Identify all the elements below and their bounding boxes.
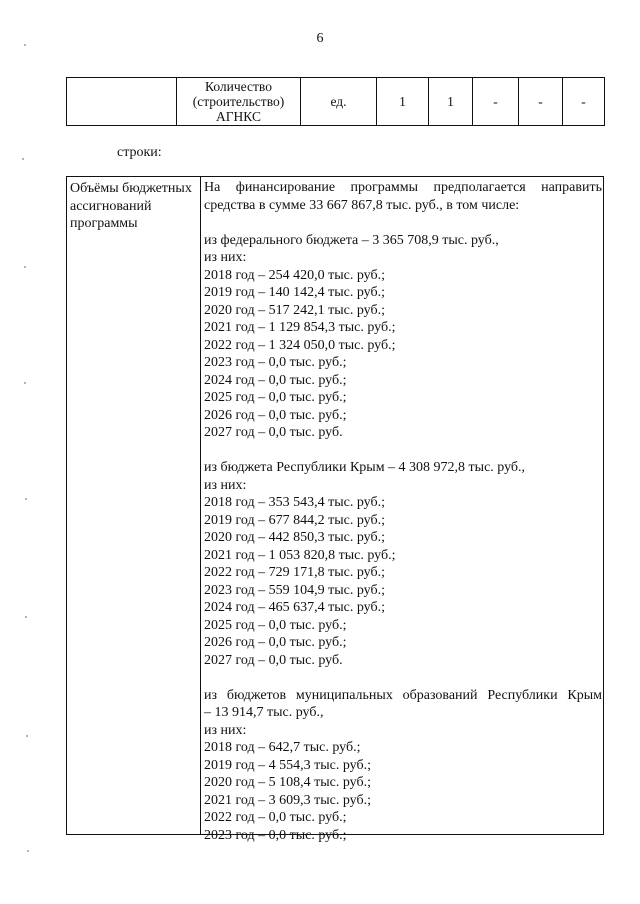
indicator-name-cell <box>177 78 301 126</box>
federal-year-line: 2026 год – 0,0 тыс. руб.; <box>204 407 347 423</box>
federal-heading: из федерального бюджета – 3 365 708,9 тыс. руб., <box>204 232 499 248</box>
page-number: 6 <box>316 31 324 46</box>
municipal-year-line: 2021 год – 3 609,3 тыс. руб.; <box>204 792 371 808</box>
crimea-year-line: 2025 год – 0,0 тыс. руб.; <box>204 617 347 633</box>
budget-label-cell <box>70 180 198 233</box>
value-cell: - <box>519 78 563 126</box>
summary-line: На финансирование программы предполагается направить <box>204 180 602 195</box>
budget-details-cell <box>204 179 602 844</box>
federal-year-line: 2022 год – 1 324 050,0 тыс. руб.; <box>204 337 396 353</box>
scan-speck <box>27 850 29 852</box>
scan-speck <box>24 266 26 268</box>
scan-speck <box>26 735 28 737</box>
crimea-year-line: 2026 год – 0,0 тыс. руб.; <box>204 635 347 650</box>
federal-year-line: 2024 год – 0,0 тыс. руб.; <box>204 372 347 388</box>
column-divider <box>200 177 201 834</box>
indicator-name-line: Количество <box>205 79 272 94</box>
budget-label-line: ассигнований <box>70 198 152 214</box>
intro-text: строки: <box>117 145 162 160</box>
federal-year-line: 2020 год – 517 242,1 тыс. руб.; <box>204 302 385 318</box>
scan-speck <box>24 382 26 384</box>
value-cell: - <box>473 78 519 126</box>
municipal-heading: из бюджетов муниципальных образований Республики Крым <box>204 687 602 703</box>
unit-cell: ед. <box>301 78 377 126</box>
municipal-subheading: из них: <box>204 722 247 738</box>
federal-year-line: 2019 год – 140 142,4 тыс. руб.; <box>204 285 385 300</box>
crimea-subheading: из них: <box>204 477 247 493</box>
value-cell: - <box>563 78 605 126</box>
budget-label-line: программы <box>70 216 138 231</box>
crimea-year-line: 2027 год – 0,0 тыс. руб. <box>204 652 343 668</box>
federal-year-line: 2023 год – 0,0 тыс. руб.; <box>204 355 347 370</box>
federal-subheading: из них: <box>204 250 247 265</box>
indicator-name-line: АГНКС <box>216 109 261 124</box>
scan-speck <box>24 44 26 46</box>
federal-year-line: 2018 год – 254 420,0 тыс. руб.; <box>204 267 385 283</box>
scan-speck <box>22 158 24 160</box>
crimea-year-line: 2024 год – 465 637,4 тыс. руб.; <box>204 600 385 615</box>
municipal-year-line: 2018 год – 642,7 тыс. руб.; <box>204 740 361 755</box>
scan-speck <box>25 616 27 618</box>
budget-table <box>66 176 604 843</box>
crimea-year-line: 2022 год – 729 171,8 тыс. руб.; <box>204 565 385 580</box>
municipal-year-line: 2020 год – 5 108,4 тыс. руб.; <box>204 775 371 790</box>
crimea-year-line: 2020 год – 442 850,3 тыс. руб.; <box>204 530 385 545</box>
spacer <box>204 669 602 687</box>
municipal-year-line: 2022 год – 0,0 тыс. руб.; <box>204 810 347 825</box>
municipal-heading-continued: – 13 914,7 тыс. руб., <box>204 705 324 720</box>
spacer <box>204 214 602 232</box>
indicator-table-row <box>66 77 605 126</box>
scan-speck <box>25 498 27 500</box>
crimea-year-line: 2023 год – 559 104,9 тыс. руб.; <box>204 582 385 598</box>
federal-year-line: 2027 год – 0,0 тыс. руб. <box>204 425 343 440</box>
summary-line: средства в сумме 33 667 867,8 тыс. руб., в том числе: <box>204 197 520 213</box>
municipal-year-line: 2019 год – 4 554,3 тыс. руб.; <box>204 757 371 773</box>
budget-label-line: Объёмы бюджетных <box>70 181 192 196</box>
indicator-name-line: (строительство) <box>192 94 285 109</box>
municipal-year-line: 2023 год – 0,0 тыс. руб.; <box>204 827 347 843</box>
crimea-year-line: 2021 год – 1 053 820,8 тыс. руб.; <box>204 547 396 563</box>
crimea-year-line: 2019 год – 677 844,2 тыс. руб.; <box>204 512 385 528</box>
federal-year-line: 2025 год – 0,0 тыс. руб.; <box>204 390 347 405</box>
crimea-heading: из бюджета Республики Крым – 4 308 972,8 тыс. руб., <box>204 460 526 475</box>
value-cell: 1 <box>429 78 473 126</box>
spacer <box>204 442 602 460</box>
crimea-year-line: 2018 год – 353 543,4 тыс. руб.; <box>204 495 385 510</box>
empty-cell <box>67 78 177 126</box>
value-cell: 1 <box>377 78 429 126</box>
federal-year-line: 2021 год – 1 129 854,3 тыс. руб.; <box>204 320 396 335</box>
